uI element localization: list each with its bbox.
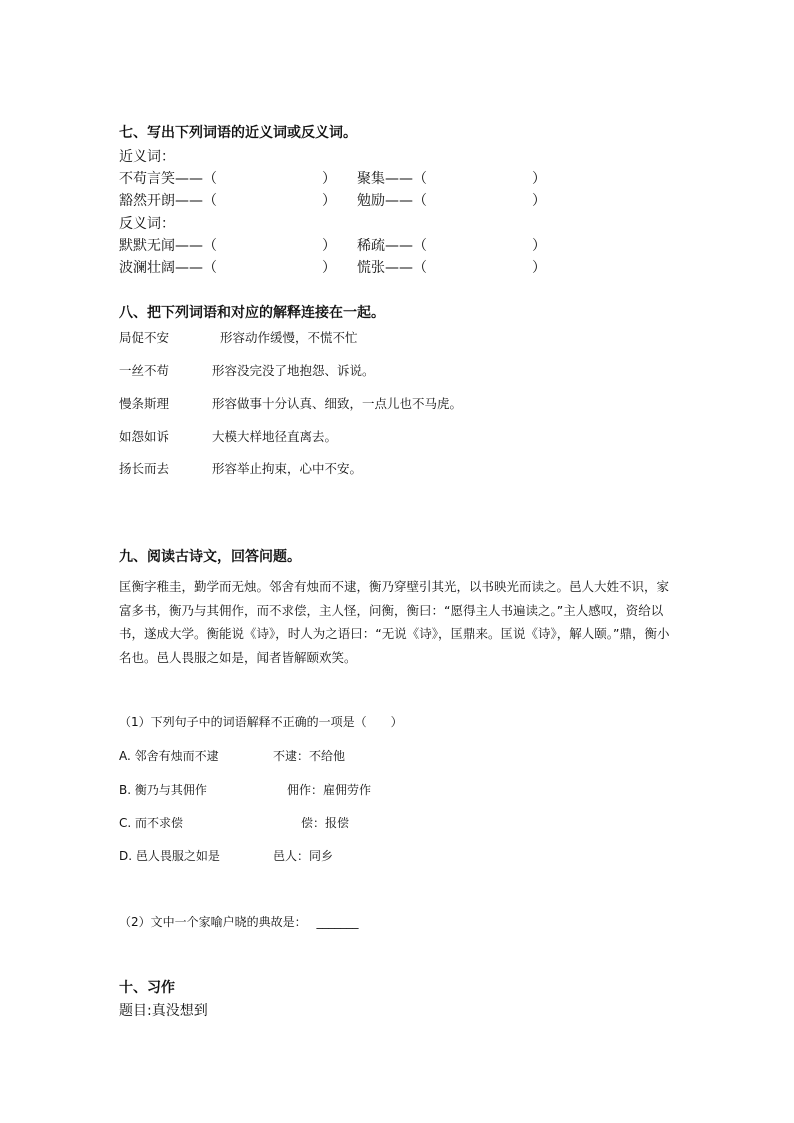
ant-row-2-left: 波澜壮阔——（ xyxy=(119,260,217,276)
section10-heading: 十、习作 xyxy=(119,980,175,996)
syn-row-1-left: 不苟言笑——（ xyxy=(119,171,217,187)
question-1: （1）下列句子中的词语解释不正确的一项是（ ） xyxy=(119,715,403,729)
section7-heading: 七、写出下列词语的近义词或反义词。 xyxy=(119,125,357,141)
match-meaning-3: 形容做事十分认真、细致，一点儿也不马虎。 xyxy=(212,396,463,411)
option-b-gloss: 佣作：雇佣劳作 xyxy=(287,783,372,797)
syn-row-1-left-close: ） xyxy=(322,171,336,187)
classical-passage: 匡衡字稚圭，勤学而无烛。邻舍有烛而不逮，衡乃穿壁引其光，以书映光而读之。邑人大姓不识，家富多书，衡乃与其佣作，而不求偿，主人怪，问衡，衡曰：“愿得主人书遍读之。”主人感叹，资给以书，遂成大学。衡能说《诗》，时人为之语曰：“无说《诗》，匡鼎来。匡说《诗》，解人颐。”鼎，衡小名也。邑人畏服之如是，闻者皆解颐欢笑。 xyxy=(119,579,670,665)
option-d-gloss: 邑人：同乡 xyxy=(273,849,334,863)
section9-heading: 九、阅读古诗文，回答问题。 xyxy=(119,549,301,565)
synonym-label: 近义词： xyxy=(119,149,175,165)
match-word-4: 如怨如诉 xyxy=(119,429,170,444)
syn-row-2-right: 勉励——（ xyxy=(357,193,427,209)
ant-row-1-left-close: ） xyxy=(322,238,336,254)
option-c-gloss: 偿：报偿 xyxy=(301,816,350,830)
section8-heading: 八、把下列词语和对应的解释连接在一起。 xyxy=(119,305,385,321)
antonym-label: 反义词： xyxy=(119,216,175,232)
syn-row-2-left: 豁然开朗——（ xyxy=(119,193,217,209)
option-a-gloss: 不逮：不给他 xyxy=(273,749,346,763)
match-word-5: 扬长而去 xyxy=(119,461,170,476)
option-a: A. 邻舍有烛而不逮 xyxy=(119,749,219,763)
match-word-3: 慢条斯理 xyxy=(119,396,170,411)
essay-topic: 题目:真没想到 xyxy=(119,1003,208,1019)
syn-row-1-right-close: ） xyxy=(532,171,546,187)
ant-row-2-right-close: ） xyxy=(532,260,546,276)
option-c: C. 而不求偿 xyxy=(119,816,184,830)
match-meaning-5: 形容举止拘束，心中不安。 xyxy=(212,461,363,476)
question-2-answer-blank[interactable]: _______ xyxy=(316,915,359,929)
ant-row-1-right-close: ） xyxy=(532,238,546,254)
ant-row-2-left-close: ） xyxy=(322,260,336,276)
ant-row-1-right: 稀疏——（ xyxy=(357,238,427,254)
match-meaning-1: 形容动作缓慢，不慌不忙 xyxy=(220,330,358,345)
ant-row-1-left: 默默无闻——（ xyxy=(119,238,217,254)
match-word-2: 一丝不苟 xyxy=(119,363,170,378)
match-word-1: 局促不安 xyxy=(119,330,170,345)
question-2 xyxy=(119,913,358,930)
question-2-text: （2）文中一个家喻户晓的典故是： xyxy=(119,915,307,929)
syn-row-2-left-close: ） xyxy=(322,193,336,209)
match-meaning-4: 大模大样地径直离去。 xyxy=(212,429,338,444)
ant-row-2-right: 慌张——（ xyxy=(357,260,427,276)
syn-row-1-right: 聚集——（ xyxy=(357,171,427,187)
option-b: B. 衡乃与其佣作 xyxy=(119,783,207,797)
match-meaning-2: 形容没完没了地抱怨、诉说。 xyxy=(212,363,375,378)
option-d: D. 邑人畏服之如是 xyxy=(119,849,220,863)
syn-row-2-right-close: ） xyxy=(532,193,546,209)
